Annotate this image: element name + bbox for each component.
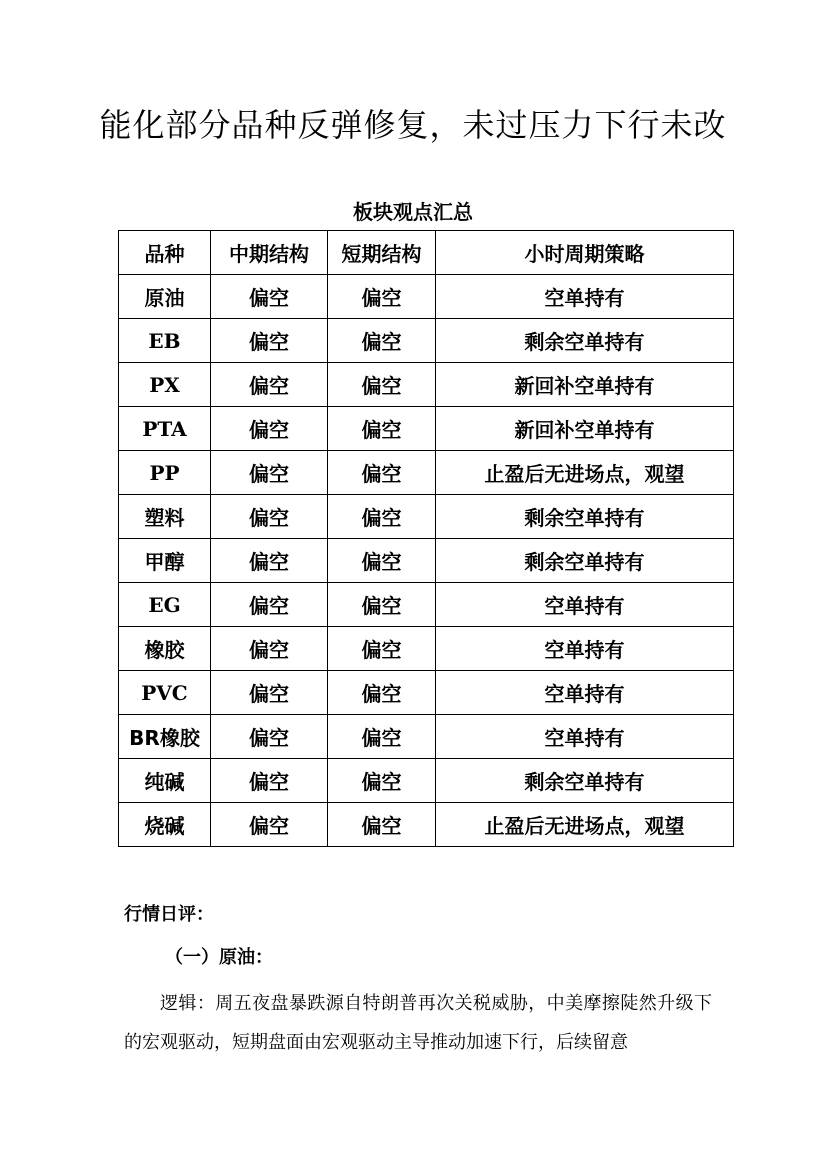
table-row	[119, 539, 734, 583]
cell-hourly-strategy: 空单持有	[436, 627, 734, 671]
cell-short-term: 偏空	[328, 583, 436, 627]
cell-short-term: 偏空	[328, 407, 436, 451]
cell-mid-term: 偏空	[211, 539, 328, 583]
table-row	[119, 451, 734, 495]
cell-short-term: 偏空	[328, 451, 436, 495]
cell-hourly-strategy: 止盈后无进场点，观望	[436, 451, 734, 495]
cell-variety: PP	[119, 451, 211, 495]
cell-mid-term: 偏空	[211, 495, 328, 539]
cell-mid-term: 偏空	[211, 363, 328, 407]
cell-mid-term: 偏空	[211, 319, 328, 363]
document-title: 能化部分品种反弹修复，未过压力下行未改	[99, 106, 727, 144]
cell-hourly-strategy: 空单持有	[436, 583, 734, 627]
cell-mid-term: 偏空	[211, 407, 328, 451]
cell-variety: BR橡胶	[119, 715, 211, 759]
cell-variety: EB	[119, 319, 211, 363]
header-hourly-strategy: 小时周期策略	[436, 231, 734, 275]
cell-hourly-strategy: 剩余空单持有	[436, 759, 734, 803]
cell-short-term: 偏空	[328, 627, 436, 671]
cell-short-term: 偏空	[328, 759, 436, 803]
cell-variety: 原油	[119, 275, 211, 319]
cell-variety: 纯碱	[119, 759, 211, 803]
table-row	[119, 275, 734, 319]
cell-variety: PVC	[119, 671, 211, 715]
table-row	[119, 671, 734, 715]
cell-variety: 烧碱	[119, 803, 211, 847]
cell-mid-term: 偏空	[211, 671, 328, 715]
header-mid-term: 中期结构	[211, 231, 328, 275]
cell-hourly-strategy: 空单持有	[436, 275, 734, 319]
table-row	[119, 627, 734, 671]
cell-mid-term: 偏空	[211, 715, 328, 759]
table-row	[119, 407, 734, 451]
cell-mid-term: 偏空	[211, 583, 328, 627]
cell-hourly-strategy: 新回补空单持有	[436, 363, 734, 407]
header-variety: 品种	[119, 231, 211, 275]
cell-variety: EG	[119, 583, 211, 627]
cell-mid-term: 偏空	[211, 275, 328, 319]
cell-hourly-strategy: 空单持有	[436, 671, 734, 715]
cell-variety: 甲醇	[119, 539, 211, 583]
cell-mid-term: 偏空	[211, 451, 328, 495]
section-label: 行情日评：	[124, 904, 214, 925]
cell-hourly-strategy: 新回补空单持有	[436, 407, 734, 451]
cell-hourly-strategy: 空单持有	[436, 715, 734, 759]
table-row	[119, 495, 734, 539]
header-short-term: 短期结构	[328, 231, 436, 275]
cell-short-term: 偏空	[328, 495, 436, 539]
cell-hourly-strategy: 剩余空单持有	[436, 319, 734, 363]
cell-short-term: 偏空	[328, 539, 436, 583]
cell-short-term: 偏空	[328, 363, 436, 407]
cell-hourly-strategy: 剩余空单持有	[436, 539, 734, 583]
cell-variety: PX	[119, 363, 211, 407]
cell-variety: PTA	[119, 407, 211, 451]
cell-hourly-strategy: 剩余空单持有	[436, 495, 734, 539]
table-caption: 板块观点汇总	[353, 200, 473, 224]
cell-short-term: 偏空	[328, 275, 436, 319]
cell-short-term: 偏空	[328, 671, 436, 715]
table-row	[119, 715, 734, 759]
cell-hourly-strategy: 止盈后无进场点，观望	[436, 803, 734, 847]
cell-short-term: 偏空	[328, 803, 436, 847]
cell-variety: 橡胶	[119, 627, 211, 671]
sector-view-table	[118, 230, 734, 847]
table-row	[119, 583, 734, 627]
cell-mid-term: 偏空	[211, 803, 328, 847]
cell-short-term: 偏空	[328, 715, 436, 759]
sub-section-label: （一）原油：	[165, 947, 273, 968]
table-header-row	[119, 231, 734, 275]
table-row	[119, 363, 734, 407]
table-row	[119, 803, 734, 847]
commentary-paragraph: 逻辑：周五夜盘暴跌源自特朗普再次关税威胁，中美摩擦陡然升级下的宏观驱动，短期盘面由宏观驱动主导推动加速下行，后续留意	[124, 993, 712, 1053]
cell-variety: 塑料	[119, 495, 211, 539]
table-row	[119, 759, 734, 803]
table-row	[119, 319, 734, 363]
cell-mid-term: 偏空	[211, 759, 328, 803]
cell-short-term: 偏空	[328, 319, 436, 363]
cell-mid-term: 偏空	[211, 627, 328, 671]
